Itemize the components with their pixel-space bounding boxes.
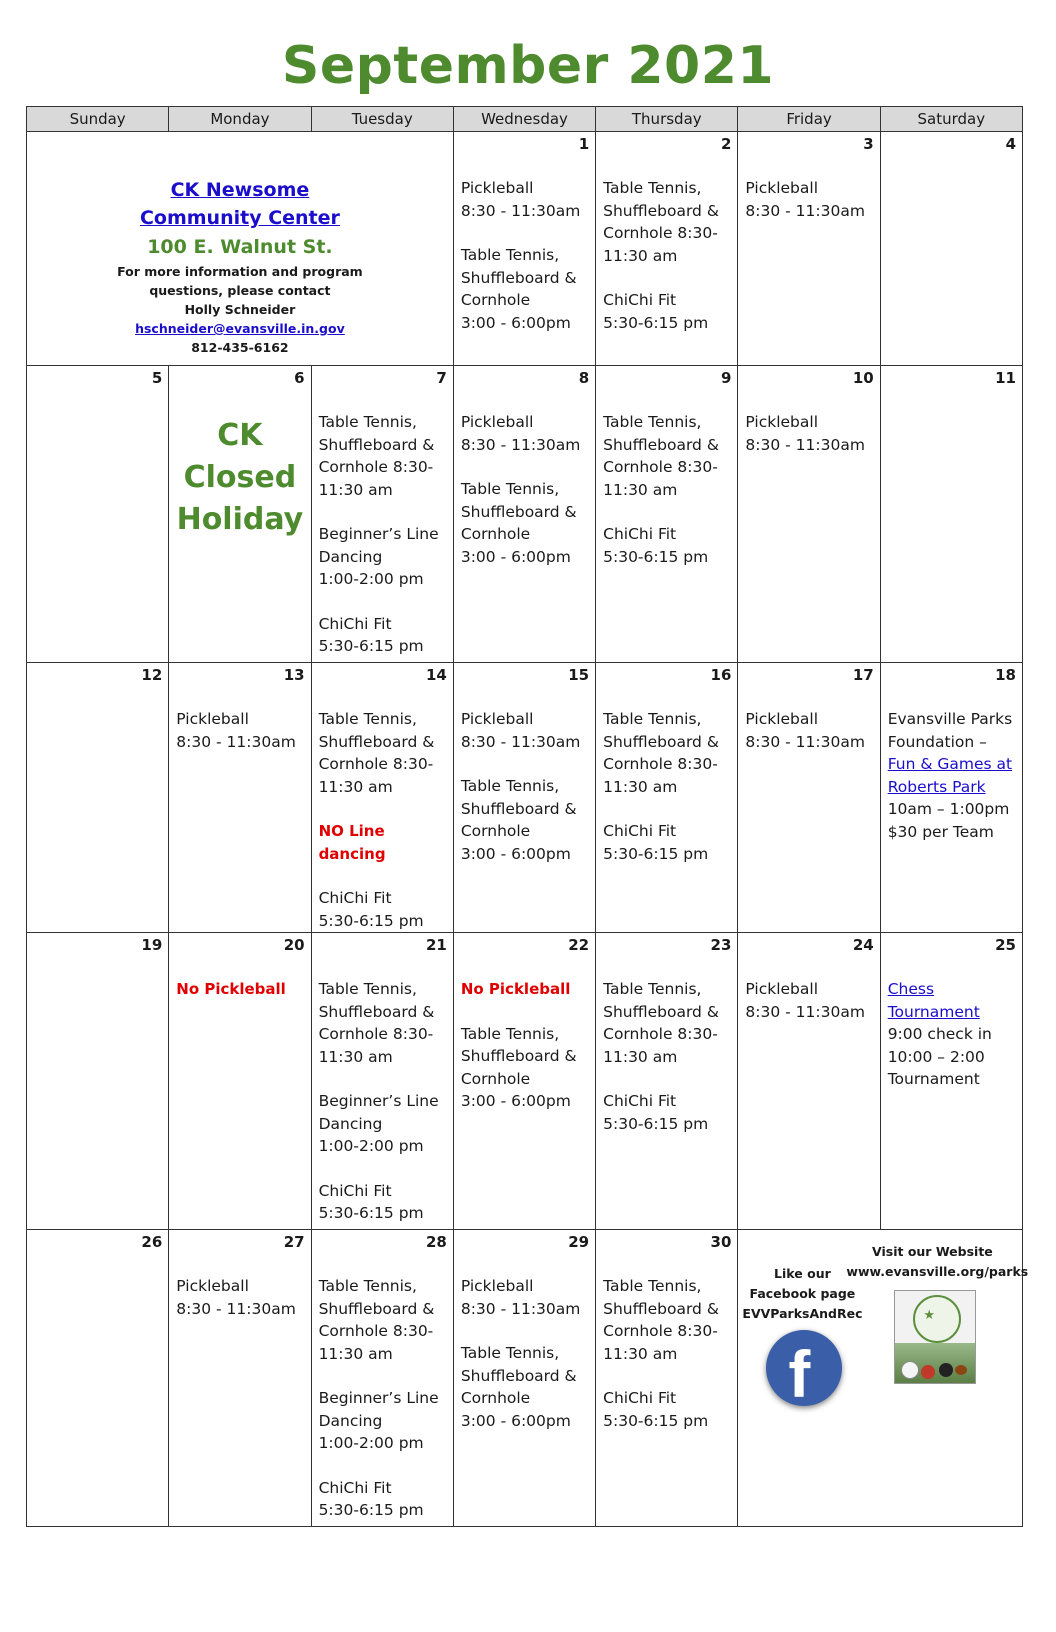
event-text: Evansville Parks	[887, 710, 1013, 728]
day-number: 20	[283, 936, 305, 954]
event-text: Pickleball	[460, 1277, 534, 1295]
event-text: Table Tennis,	[460, 246, 560, 264]
day-number: 13	[283, 666, 305, 684]
day-number: 10	[852, 369, 874, 387]
contact-phone: 812-435-6162	[191, 340, 289, 355]
day-number: 25	[995, 936, 1016, 954]
day-events	[738, 155, 879, 222]
day-events	[454, 686, 595, 865]
day-number: 4	[1005, 135, 1016, 153]
event-time: 3:00 - 6:00pm	[460, 547, 571, 566]
chess-tournament-link[interactable]: Tournament	[887, 1002, 980, 1021]
day-cell	[27, 933, 169, 1230]
event-text: ChiChi Fit	[603, 291, 677, 309]
day-number: 5	[151, 369, 163, 387]
event-time: 5:30-6:15 pm	[603, 313, 709, 332]
event-time: 10:00 – 2:00	[887, 1047, 985, 1066]
day-cell	[596, 933, 738, 1230]
event-text: Shuffleboard &	[460, 268, 577, 287]
event-text: Pickleball	[460, 710, 534, 728]
event-time: 8:30 - 11:30am	[176, 732, 296, 751]
event-text: Table Tennis,	[318, 413, 417, 431]
closed-text: Closed	[183, 460, 297, 495]
promo-cell	[738, 1230, 1029, 1527]
facebook-page-link[interactable]: EVVParksAndRec	[742, 1306, 863, 1321]
day-events	[454, 155, 595, 334]
event-text: Dancing	[318, 1114, 383, 1133]
event-text: Cornhole 8:30-	[318, 755, 434, 773]
day-number: 18	[995, 666, 1016, 684]
event-text: ChiChi Fit	[603, 525, 677, 543]
event-time: 8:30 - 11:30am	[460, 732, 581, 751]
contact-text: For more information and program	[117, 264, 363, 279]
day-cell	[880, 366, 1022, 663]
event-text: Cornhole	[460, 1389, 531, 1407]
cancellation-notice: No Pickleball	[460, 980, 571, 998]
event-text: Shuffleboard &	[318, 1299, 435, 1318]
event-text: Shuffleboard &	[460, 1047, 577, 1065]
day-number: 28	[425, 1233, 447, 1251]
event-time: 8:30 - 11:30am	[460, 1299, 581, 1318]
weekday-header-row	[27, 107, 1023, 132]
closed-text: CK	[217, 418, 263, 453]
day-number: 17	[852, 666, 874, 684]
event-text: Shuffleboard &	[603, 435, 719, 454]
day-number: 2	[720, 135, 732, 153]
event-time: 3:00 - 6:00pm	[460, 1092, 571, 1110]
event-text: Dancing	[318, 1411, 383, 1430]
promo-text: Facebook page	[749, 1286, 856, 1301]
cancellation-notice: No Pickleball	[176, 980, 286, 998]
day-cell	[27, 663, 169, 933]
event-time: 1:00-2:00 pm	[318, 1434, 424, 1452]
event-text: Cornhole	[460, 291, 531, 309]
promo-text: Visit our Website	[872, 1244, 993, 1259]
event-time: 8:30 - 11:30am	[745, 435, 865, 454]
center-name-link[interactable]: CK Newsome	[170, 179, 310, 201]
day-events	[169, 1253, 310, 1320]
day-cell	[880, 933, 1022, 1230]
parks-and-recreation-logo[interactable]	[894, 1290, 976, 1384]
fun-games-link[interactable]: Fun & Games at	[887, 755, 1013, 773]
day-cell	[738, 933, 880, 1230]
event-text: Shuffleboard &	[460, 1366, 577, 1385]
event-text: Table Tennis,	[603, 1277, 702, 1295]
event-time: 11:30 am	[318, 480, 393, 499]
day-events	[596, 956, 737, 1135]
event-text: Pickleball	[176, 710, 249, 728]
event-text: Table Tennis,	[318, 1277, 417, 1295]
day-events	[169, 686, 310, 753]
day-cell	[311, 663, 453, 933]
event-text: Table Tennis,	[318, 710, 417, 728]
day-cell	[738, 132, 880, 366]
day-events	[596, 155, 737, 334]
event-text: Table Tennis,	[460, 1344, 560, 1362]
event-text: Shuffleboard &	[318, 732, 435, 751]
day-events	[312, 686, 453, 932]
event-text: Cornhole 8:30-	[318, 1322, 434, 1340]
day-cell	[596, 1230, 738, 1527]
event-text: Pickleball	[745, 179, 819, 197]
event-time: 11:30 am	[603, 1344, 678, 1363]
closed-notice	[169, 389, 310, 541]
day-cell	[596, 663, 738, 933]
day-events	[454, 956, 595, 1113]
day-number: 6	[294, 369, 305, 387]
event-text: ChiChi Fit	[603, 1389, 677, 1407]
chess-tournament-link[interactable]: Chess	[887, 980, 935, 998]
day-number: 12	[141, 666, 163, 684]
event-time: 11:30 am	[603, 777, 678, 796]
event-time: 11:30 am	[603, 480, 678, 499]
day-events	[738, 956, 879, 1023]
event-time: 11:30 am	[318, 1344, 393, 1363]
event-text: Pickleball	[460, 413, 534, 431]
day-number: 22	[568, 936, 590, 954]
event-time: 11:30 am	[318, 777, 393, 796]
event-text: Table Tennis,	[318, 980, 417, 998]
roberts-park-link[interactable]: Roberts Park	[887, 777, 986, 796]
weekday-header: Sunday	[27, 107, 169, 132]
day-events	[312, 956, 453, 1225]
day-number: 8	[578, 369, 590, 387]
event-text: Cornhole	[460, 1069, 531, 1088]
event-text: Shuffleboard &	[460, 799, 577, 818]
day-number: 9	[720, 369, 732, 387]
day-events	[596, 686, 737, 865]
event-text: Table Tennis,	[603, 179, 702, 197]
day-cell	[311, 933, 453, 1230]
day-number: 30	[710, 1233, 732, 1251]
day-number: 26	[141, 1233, 163, 1251]
event-time: 8:30 - 11:30am	[745, 732, 865, 751]
day-cell	[27, 1230, 169, 1527]
day-number: 11	[995, 369, 1016, 387]
event-text: Shuffleboard &	[603, 1002, 719, 1021]
event-text: Table Tennis,	[603, 710, 702, 728]
weekday-header: Monday	[169, 107, 311, 132]
event-text: Table Tennis,	[460, 777, 560, 795]
event-text: Shuffleboard &	[318, 435, 435, 454]
event-time: 3:00 - 6:00pm	[460, 313, 571, 332]
promo-text: Like our	[774, 1266, 831, 1281]
center-name-link[interactable]: Community Center	[139, 207, 340, 229]
event-text: Shuffleboard &	[603, 201, 719, 220]
event-text: Cornhole 8:30-	[603, 1025, 718, 1043]
facebook-promo-text	[742, 1264, 862, 1324]
closed-text: Holiday	[176, 502, 304, 537]
event-text: Shuffleboard &	[603, 1299, 719, 1318]
event-text: Cornhole 8:30-	[318, 1025, 434, 1043]
event-text: Beginner’s Line	[318, 1092, 439, 1110]
event-text: ChiChi Fit	[318, 1181, 392, 1200]
event-time: 5:30-6:15 pm	[318, 911, 424, 930]
weekday-header: Saturday	[880, 107, 1022, 132]
event-text: Pickleball	[176, 1277, 249, 1295]
day-cell	[453, 1230, 595, 1527]
weekday-header: Tuesday	[311, 107, 453, 132]
day-events	[881, 686, 1022, 843]
event-text: Foundation –	[887, 732, 987, 751]
event-text: ChiChi Fit	[318, 889, 392, 907]
event-text: Pickleball	[460, 179, 534, 197]
event-text: Cornhole 8:30-	[318, 458, 434, 476]
event-time: 5:30-6:15 pm	[318, 637, 424, 655]
day-cell	[738, 663, 880, 933]
day-number: 14	[425, 666, 447, 684]
event-text: Cornhole 8:30-	[603, 458, 718, 476]
event-time: 11:30 am	[603, 1047, 678, 1066]
event-text: Pickleball	[745, 980, 819, 998]
event-text: Cornhole	[460, 525, 531, 543]
contact-text: questions, please contact	[149, 283, 331, 298]
event-time: 8:30 - 11:30am	[745, 1002, 865, 1021]
event-time: 10am – 1:00pm	[887, 800, 1010, 818]
day-cell	[738, 366, 880, 663]
day-cell	[880, 663, 1022, 933]
event-time: 3:00 - 6:00pm	[460, 1411, 571, 1430]
event-text: ChiChi Fit	[603, 1092, 677, 1110]
event-text: Table Tennis,	[460, 1024, 560, 1043]
weekday-header: Friday	[738, 107, 880, 132]
day-cell	[453, 663, 595, 933]
day-cell	[596, 366, 738, 663]
event-text: Table Tennis,	[603, 980, 702, 998]
day-cell	[27, 366, 169, 663]
event-time: 1:00-2:00 pm	[318, 1137, 424, 1155]
day-number: 27	[283, 1233, 305, 1251]
day-cell	[596, 132, 738, 366]
day-events	[169, 956, 310, 1001]
day-cell	[169, 1230, 311, 1527]
day-cell	[311, 366, 453, 663]
website-link[interactable]: www.evansville.org/parks	[846, 1264, 1029, 1279]
calendar-grid	[26, 106, 1029, 1527]
day-events	[738, 389, 879, 456]
week-row	[27, 1230, 1023, 1527]
day-cell	[453, 933, 595, 1230]
event-time: 8:30 - 11:30am	[460, 435, 581, 454]
center-info-cell	[27, 132, 454, 366]
parks-seal-icon: ★	[913, 1295, 961, 1343]
weekday-header: Thursday	[596, 107, 738, 132]
event-text: Cornhole 8:30-	[603, 755, 718, 773]
week-row	[27, 663, 1023, 933]
day-events	[881, 956, 1022, 1091]
day-number: 1	[578, 135, 590, 153]
event-text: ChiChi Fit	[603, 822, 677, 840]
day-number: 15	[568, 666, 590, 684]
day-events	[312, 1253, 453, 1522]
event-text: Cornhole	[460, 822, 531, 840]
cancellation-notice: NO Line dancing	[318, 822, 386, 863]
event-time: 11:30 am	[603, 246, 678, 265]
day-number: 23	[710, 936, 732, 954]
page-title: September 2021	[281, 36, 775, 96]
contact-name: Holly Schneider	[184, 302, 296, 317]
event-text: Shuffleboard &	[603, 732, 719, 751]
event-text: Shuffleboard &	[460, 502, 577, 521]
event-text: Pickleball	[745, 710, 819, 728]
day-cell	[169, 663, 311, 933]
event-text: ChiChi Fit	[318, 614, 392, 633]
day-number: 16	[710, 666, 732, 684]
event-text: Cornhole 8:30-	[603, 1322, 718, 1340]
event-time: 3:00 - 6:00pm	[460, 844, 571, 863]
event-time: 1:00-2:00 pm	[318, 570, 424, 588]
day-events	[596, 389, 737, 568]
event-text: Shuffleboard &	[318, 1002, 435, 1021]
day-events	[312, 389, 453, 658]
day-cell	[453, 132, 595, 366]
facebook-icon[interactable]: f	[766, 1330, 842, 1406]
day-number: 24	[852, 936, 874, 954]
day-events	[454, 389, 595, 568]
event-time: 8:30 - 11:30am	[745, 201, 865, 220]
day-number: 7	[436, 369, 447, 387]
contact-email-link[interactable]: hschneider@evansville.in.gov	[135, 321, 345, 336]
day-number: 19	[141, 936, 163, 954]
event-time: 8:30 - 11:30am	[460, 201, 581, 220]
event-text: Beginner’s Line	[318, 525, 439, 543]
event-time: 5:30-6:15 pm	[603, 1411, 709, 1430]
event-time: 9:00 check in	[887, 1025, 992, 1043]
event-text: Dancing	[318, 547, 383, 566]
event-text: Tournament	[887, 1070, 980, 1088]
event-time: 5:30-6:15 pm	[603, 844, 709, 863]
event-time: 5:30-6:15 pm	[318, 1501, 424, 1519]
website-promo-text	[846, 1242, 1029, 1282]
day-number: 21	[425, 936, 447, 954]
sports-field-image	[895, 1343, 975, 1383]
event-time: 5:30-6:15 pm	[318, 1204, 424, 1222]
event-text: Table Tennis,	[603, 413, 702, 431]
event-text: ChiChi Fit	[318, 1478, 392, 1497]
event-text: Beginner’s Line	[318, 1389, 439, 1407]
event-time: 8:30 - 11:30am	[176, 1299, 296, 1318]
week-row	[27, 933, 1023, 1230]
weekday-header: Wednesday	[453, 107, 595, 132]
event-time: 5:30-6:15 pm	[603, 547, 709, 566]
day-events	[596, 1253, 737, 1432]
day-events	[454, 1253, 595, 1432]
event-time: 5:30-6:15 pm	[603, 1114, 709, 1133]
day-events	[738, 686, 879, 753]
event-text: Cornhole 8:30-	[603, 224, 718, 242]
day-number: 29	[568, 1233, 590, 1251]
week-row	[27, 132, 1023, 366]
day-cell	[453, 366, 595, 663]
day-cell	[880, 132, 1022, 366]
day-cell	[311, 1230, 453, 1527]
event-text: Table Tennis,	[460, 480, 560, 498]
event-text: Pickleball	[745, 413, 819, 431]
week-row	[27, 366, 1023, 663]
day-cell	[169, 933, 311, 1230]
day-cell	[169, 366, 311, 663]
event-price: $30 per Team	[887, 822, 994, 841]
center-address: 100 E. Walnut St.	[147, 236, 333, 258]
event-time: 11:30 am	[318, 1047, 393, 1066]
day-number: 3	[863, 135, 874, 153]
